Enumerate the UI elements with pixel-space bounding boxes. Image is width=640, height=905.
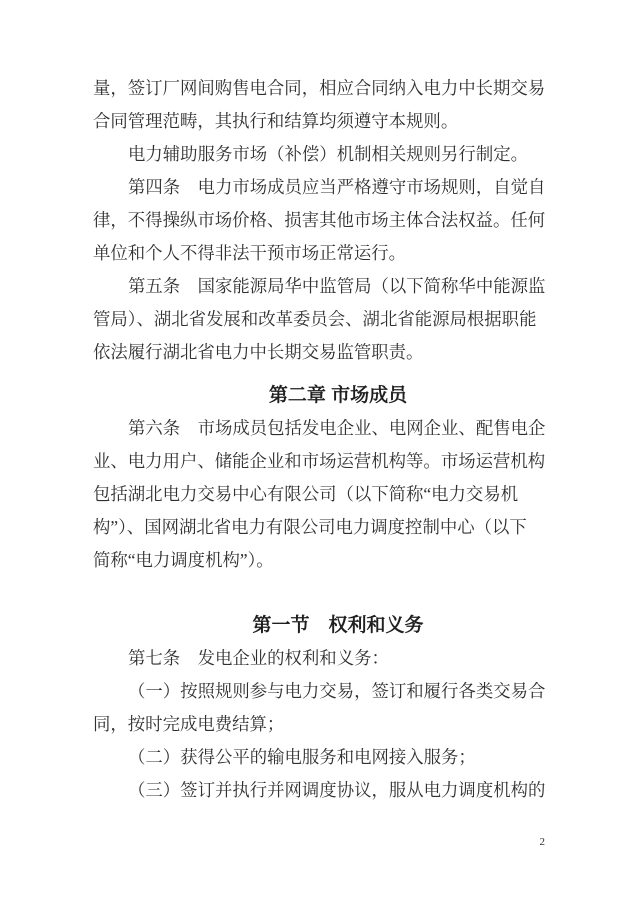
text-line: 同，按时完成电费结算； [93, 714, 285, 734]
text-line: 律，不得操纵市场价格、损害其他市场主体合法权益。任何 [93, 210, 546, 230]
text-line-item-2: （二）获得公平的输电服务和电网接入服务； [128, 747, 476, 767]
text-line: 管局）、湖北省发展和改革委员会、湖北省能源局根据职能 [93, 309, 537, 329]
page-number: 2 [539, 836, 545, 848]
text-line: 构”）、国网湖北省电力有限公司电力调度控制中心（以下 [93, 517, 527, 537]
text-line-item-3: （三）签订并执行并网调度协议，服从电力调度机构的 [128, 780, 546, 800]
text-line-article-6: 第六条 市场成员包括发电企业、电网企业、配售电企 [128, 418, 546, 438]
text-line: 电力辅助服务市场（补偿）机制相关规则另行制定。 [128, 144, 528, 164]
text-line: 合同管理范畴，其执行和结算均须遵守本规则。 [93, 111, 459, 131]
document-body [93, 72, 545, 807]
text-line: 单位和个人不得非法干预市场正常运行。 [93, 243, 407, 263]
text-line: 简称“电力调度机构”）。 [93, 550, 274, 570]
text-line-article-4: 第四条 电力市场成员应当严格遵守市场规则，自觉自 [128, 177, 546, 197]
section-heading: 第一节 权利和义务 [252, 615, 424, 636]
text-line: 包括湖北电力交易中心有限公司（以下简称“电力交易机 [93, 484, 519, 504]
text-line: 依法履行湖北省电力中长期交易监管职责。 [93, 342, 424, 362]
text-line-article-7: 第七条 发电企业的权利和义务： [128, 648, 389, 668]
text-line-article-5: 第五条 国家能源局华中监管局（以下简称华中能源监 [128, 276, 546, 296]
text-line: 业、电力用户、储能企业和市场运营机构等。市场运营机构 [93, 451, 546, 471]
chapter-heading: 第二章 市场成员 [268, 385, 408, 406]
text-line: 量，签订厂网间购售电合同，相应合同纳入电力中长期交易 [93, 78, 546, 98]
text-line-item-1: （一）按照规则参与电力交易，签订和履行各类交易合 [128, 681, 546, 701]
